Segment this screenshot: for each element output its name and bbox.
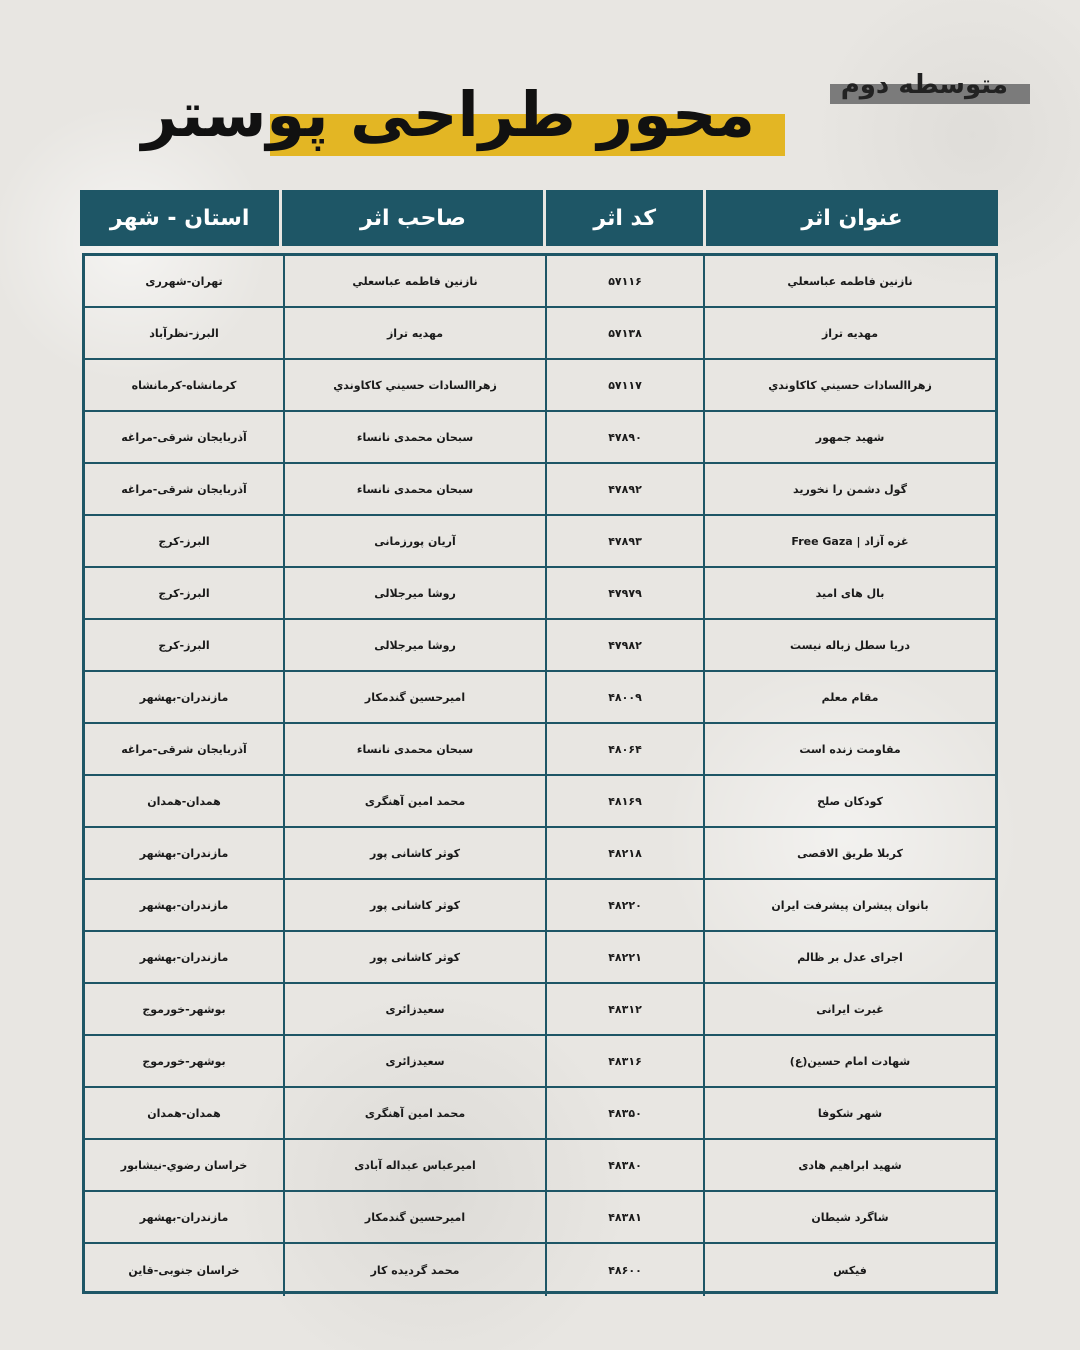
- cell-code: ۵۷۱۱۶: [545, 256, 703, 306]
- table-row: [85, 464, 995, 516]
- cell-code: ۴۸۳۸۱: [545, 1192, 703, 1242]
- cell-author: کوثر کاشانی پور: [283, 932, 545, 982]
- grade-text: متوسطه دوم: [840, 70, 1008, 100]
- cell-province: همدان-همدان: [147, 1106, 221, 1120]
- cell-province: بوشهر-خورموج: [142, 1054, 226, 1068]
- column-header-author: صاحب اثر: [282, 190, 543, 246]
- table-row: [85, 880, 995, 932]
- cell-province: البرز-کرج: [158, 534, 210, 548]
- cell-code: ۴۸۱۶۹: [545, 776, 703, 826]
- cell-code: ۴۸۳۱۲: [545, 984, 703, 1034]
- cell-title: بانوان پیشران پیشرفت ایران: [703, 880, 995, 930]
- cell-province: تهران-شهرری: [145, 274, 223, 288]
- cell-code: ۵۷۱۱۷: [545, 360, 703, 410]
- results-table: [82, 253, 998, 1294]
- table-row: [85, 984, 995, 1036]
- cell-author: محمد امین آهنگری: [283, 1088, 545, 1138]
- table-row: [85, 256, 995, 308]
- cell-title: شهید ابراهیم هادی: [703, 1140, 995, 1190]
- table-row: [85, 1140, 995, 1192]
- column-header-province: استان - شهر: [80, 190, 279, 246]
- cell-code: ۴۷۸۹۳: [545, 516, 703, 566]
- cell-title: زهراالسادات حسیني کاکاوندي: [703, 360, 995, 410]
- cell-title: مقاومت زنده است: [703, 724, 995, 774]
- cell-province: مازندران-بهشهر: [139, 898, 229, 912]
- cell-code: ۴۸۳۸۰: [545, 1140, 703, 1190]
- cell-code: ۴۸۲۱۸: [545, 828, 703, 878]
- cell-author: روشا میرجلالی: [283, 620, 545, 670]
- cell-title: غیرت ایرانی: [703, 984, 995, 1034]
- cell-code: ۴۸۲۲۰: [545, 880, 703, 930]
- cell-title: گول دشمن را نخورید: [703, 464, 995, 514]
- table-row: [85, 776, 995, 828]
- cell-code: ۵۷۱۳۸: [545, 308, 703, 358]
- column-header-code: کد اثر: [546, 190, 702, 246]
- cell-author: محمد گردیده کار: [283, 1244, 545, 1296]
- cell-province: البرز-نظرآباد: [149, 326, 219, 340]
- cell-province: خراسان رضوي-نیشابور: [120, 1158, 248, 1172]
- cell-province: کرمانشاه-کرمانشاه: [131, 378, 237, 392]
- cell-code: ۴۸۳۵۰: [545, 1088, 703, 1138]
- cell-title: مقام معلم: [703, 672, 995, 722]
- table-row: [85, 724, 995, 776]
- cell-title: شهید جمهور: [703, 412, 995, 462]
- table-row: [85, 516, 995, 568]
- cell-province: مازندران-بهشهر: [139, 846, 229, 860]
- cell-province: آذربایجان شرقی-مراغه: [121, 742, 247, 756]
- cell-author: امیرحسین گندمکار: [283, 1192, 545, 1242]
- cell-title: کربلا طریق الاقصی: [703, 828, 995, 878]
- cell-code: ۴۷۸۹۰: [545, 412, 703, 462]
- cell-province: البرز-کرج: [158, 638, 210, 652]
- table-row: [85, 620, 995, 672]
- table-row: [85, 360, 995, 412]
- cell-title: دریا سطل زباله نیست: [703, 620, 995, 670]
- table-row: [85, 568, 995, 620]
- cell-title: کودکان صلح: [703, 776, 995, 826]
- cell-title: نازنین فاطمه عباسعلي: [703, 256, 995, 306]
- cell-author: روشا میرجلالی: [283, 568, 545, 618]
- cell-author: امیرحسین گندمکار: [283, 672, 545, 722]
- table-row: [85, 412, 995, 464]
- cell-code: ۴۸۲۲۱: [545, 932, 703, 982]
- cell-author: امیرعباس عبداله آبادی: [283, 1140, 545, 1190]
- cell-code: ۴۸۳۱۶: [545, 1036, 703, 1086]
- table-row: [85, 1088, 995, 1140]
- cell-code: ۴۸۶۰۰: [545, 1244, 703, 1296]
- table-row: [85, 1036, 995, 1088]
- cell-province: همدان-همدان: [147, 794, 221, 808]
- table-header: [80, 190, 998, 246]
- page-title-block: [141, 78, 785, 158]
- cell-author: کوثر کاشانی پور: [283, 828, 545, 878]
- cell-author: زهراالسادات حسیني کاکاوندي: [283, 360, 545, 410]
- cell-author: سعیدزائری: [283, 1036, 545, 1086]
- page-title: محور طراحی پوستر: [141, 78, 755, 151]
- cell-code: ۴۷۹۷۹: [545, 568, 703, 618]
- cell-title: فیکس: [703, 1244, 995, 1296]
- cell-author: سبحان محمدی نانساء: [283, 412, 545, 462]
- cell-title: شهر شکوفا: [703, 1088, 995, 1138]
- cell-author: سبحان محمدی نانساء: [283, 464, 545, 514]
- column-header-title: عنوان اثر: [706, 190, 998, 246]
- cell-province: البرز-کرج: [158, 586, 210, 600]
- cell-province: مازندران-بهشهر: [139, 1210, 229, 1224]
- cell-code: ۴۸۰۶۴: [545, 724, 703, 774]
- cell-author: آریان پورزمانی: [283, 516, 545, 566]
- cell-author: کوثر کاشانی پور: [283, 880, 545, 930]
- cell-code: ۴۸۰۰۹: [545, 672, 703, 722]
- cell-title: غزه آزاد | Free Gaza: [703, 516, 995, 566]
- table-row: [85, 308, 995, 360]
- cell-title: اجرای عدل بر ظالم: [703, 932, 995, 982]
- table-row: [85, 672, 995, 724]
- cell-code: ۴۷۸۹۲: [545, 464, 703, 514]
- cell-title: شاگرد شیطان: [703, 1192, 995, 1242]
- cell-author: نازنین فاطمه عباسعلي: [283, 256, 545, 306]
- cell-author: سعیدزائری: [283, 984, 545, 1034]
- cell-province: بوشهر-خورموج: [142, 1002, 226, 1016]
- cell-author: سبحان محمدی نانساء: [283, 724, 545, 774]
- cell-code: ۴۷۹۸۲: [545, 620, 703, 670]
- table-row: [85, 932, 995, 984]
- cell-title: شهادت امام حسین(ع): [703, 1036, 995, 1086]
- table-row: [85, 1192, 995, 1244]
- cell-province: مازندران-بهشهر: [139, 950, 229, 964]
- cell-province: خراسان جنوبی-قاین: [128, 1263, 240, 1277]
- cell-title: بال های امید: [703, 568, 995, 618]
- cell-author: محمد امین آهنگری: [283, 776, 545, 826]
- cell-province: آذربایجان شرقی-مراغه: [121, 430, 247, 444]
- grade-label: [830, 70, 1030, 106]
- table-row: [85, 1244, 995, 1296]
- cell-province: آذربایجان شرقی-مراغه: [121, 482, 247, 496]
- cell-author: مهدیه تراز: [283, 308, 545, 358]
- table-row: [85, 828, 995, 880]
- cell-province: مازندران-بهشهر: [139, 690, 229, 704]
- cell-title: مهدیه تراز: [703, 308, 995, 358]
